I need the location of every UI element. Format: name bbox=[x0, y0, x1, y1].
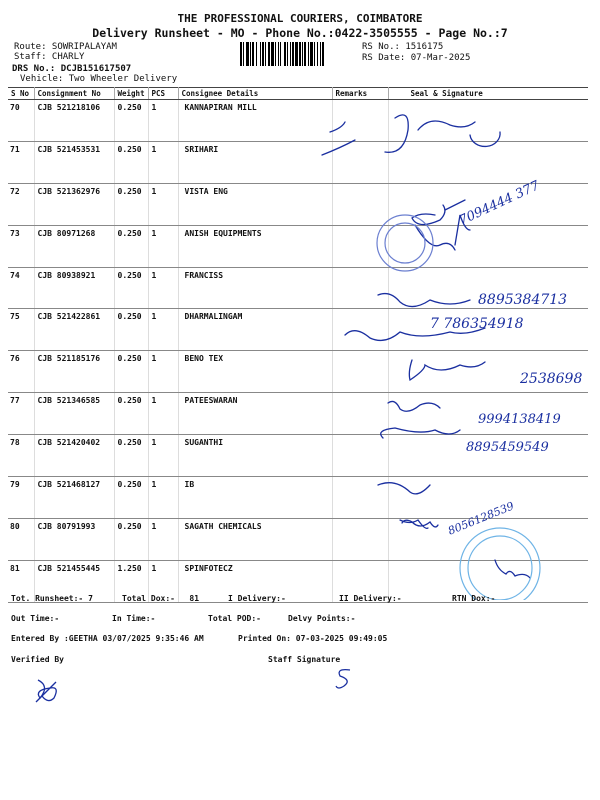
handwritten-number: 8895384713 bbox=[478, 292, 568, 308]
row-consignment-no: CJB 521468127 bbox=[34, 477, 114, 519]
vehicle-label: Vehicle: Two Wheeler Delivery bbox=[20, 74, 178, 84]
row-consignee: IB bbox=[178, 477, 332, 519]
barcode-bar bbox=[240, 42, 242, 66]
row-pcs: 1 bbox=[148, 477, 178, 519]
company-title: THE PROFESSIONAL COURIERS, COIMBATORE bbox=[177, 12, 423, 25]
in-time: In Time:- bbox=[112, 614, 156, 623]
seal-stamp bbox=[377, 215, 433, 271]
barcode-bar bbox=[246, 42, 249, 66]
drs-number: DRS No.: DCJB151617507 bbox=[12, 64, 132, 74]
barcode-bar bbox=[268, 42, 270, 66]
row-consignment-no: CJB 521218106 bbox=[34, 100, 114, 142]
barcode-bar bbox=[292, 42, 294, 66]
runsheet-subtitle: Delivery Runsheet - MO - Phone No.:0422-3505555 - Page No.:7 bbox=[92, 26, 508, 40]
row-pcs: 1 bbox=[148, 435, 178, 477]
col-pcs: PCS bbox=[148, 88, 178, 100]
row-sno: 70 bbox=[8, 100, 34, 142]
signature-row-78 bbox=[388, 401, 440, 411]
row-weight: 0.250 bbox=[114, 309, 148, 351]
entered-by: Entered By :GEETHA 03/07/2025 9:35:46 AM bbox=[11, 634, 204, 643]
barcode-bar bbox=[295, 42, 298, 66]
seal-stamp-blue bbox=[460, 528, 540, 600]
handwritten-number: 9994138419 bbox=[478, 412, 561, 427]
staff-label: Staff: CHARLY bbox=[14, 52, 85, 62]
barcode-bar bbox=[252, 42, 254, 66]
row-sno: 72 bbox=[8, 183, 34, 225]
signature-row-81b bbox=[495, 560, 530, 578]
row-weight: 0.250 bbox=[114, 141, 148, 183]
row-consignee: ANISH EQUIPMENTS bbox=[178, 225, 332, 267]
row-weight: 0.250 bbox=[114, 518, 148, 560]
signature-row-80 bbox=[378, 483, 430, 494]
rs-number: RS No.: 1516175 bbox=[362, 42, 444, 52]
signature-row-73 bbox=[415, 225, 455, 250]
handwritten-number: 8895459549 bbox=[466, 440, 549, 455]
row-consignee: BENO TEX bbox=[178, 351, 332, 393]
col-consignee: Consignee Details bbox=[178, 88, 332, 100]
row-sno: 78 bbox=[8, 435, 34, 477]
row-consignment-no: CJB 521422861 bbox=[34, 309, 114, 351]
barcode-bar bbox=[284, 42, 286, 66]
out-time: Out Time:- bbox=[11, 614, 60, 623]
printed-on: Printed On: 07-03-2025 09:49:05 bbox=[238, 634, 388, 643]
row-consignee: SAGATH CHEMICALS bbox=[178, 518, 332, 560]
barcode-bar bbox=[317, 42, 318, 66]
barcode-bar bbox=[271, 42, 274, 66]
row-pcs: 1 bbox=[148, 100, 178, 142]
signature-row-70 bbox=[385, 115, 408, 152]
row-sno: 81 bbox=[8, 560, 34, 602]
row-pcs: 1 bbox=[148, 309, 178, 351]
remark-stroke bbox=[330, 122, 345, 132]
row-consignee: SPINFOTECZ bbox=[178, 560, 332, 602]
row-sno: 75 bbox=[8, 309, 34, 351]
row-consignment-no: CJB 80971268 bbox=[34, 225, 114, 267]
row-weight: 1.250 bbox=[114, 560, 148, 602]
row-sno: 77 bbox=[8, 393, 34, 435]
barcode-bar bbox=[243, 42, 244, 66]
row-pcs: 1 bbox=[148, 560, 178, 602]
signature-row-72 bbox=[412, 205, 445, 225]
row-weight: 0.250 bbox=[114, 100, 148, 142]
barcode-image bbox=[240, 42, 353, 66]
barcode-bar bbox=[302, 42, 303, 66]
row-consignee: KANNAPIRAN MILL bbox=[178, 100, 332, 142]
row-pcs: 1 bbox=[148, 183, 178, 225]
signature-row-75 bbox=[378, 294, 470, 307]
barcode-bar bbox=[310, 42, 313, 66]
barcode-bar bbox=[265, 42, 266, 66]
row-sno: 79 bbox=[8, 477, 34, 519]
barcode-bar bbox=[320, 42, 321, 66]
row-consignee: PATEESWARAN bbox=[178, 393, 332, 435]
barcode-bar bbox=[322, 42, 324, 66]
row-consignment-no: CJB 521346585 bbox=[34, 393, 114, 435]
tot-runsheet: Tot. Runsheet:- 7 bbox=[11, 594, 93, 603]
handwritten-number: 8056128539 bbox=[446, 499, 516, 538]
handwritten-number: 7 786354918 bbox=[430, 316, 524, 332]
row-consignee: VISTA ENG bbox=[178, 183, 332, 225]
row-weight: 0.250 bbox=[114, 351, 148, 393]
row-consignment-no: CJB 521362976 bbox=[34, 183, 114, 225]
row-consignment-no: CJB 521185176 bbox=[34, 351, 114, 393]
barcode-bar bbox=[256, 42, 257, 66]
col-remarks: Remarks bbox=[332, 88, 388, 100]
row-consignment-no: CJB 521420402 bbox=[34, 435, 114, 477]
row-weight: 0.250 bbox=[114, 435, 148, 477]
signature-row-79 bbox=[381, 428, 460, 438]
row-sno: 80 bbox=[8, 518, 34, 560]
row-consignment-no: CJB 521455445 bbox=[34, 560, 114, 602]
row-pcs: 1 bbox=[148, 267, 178, 309]
barcode-bar bbox=[314, 42, 315, 66]
col-consignment: Consignment No bbox=[34, 88, 114, 100]
col-weight: Weight bbox=[114, 88, 148, 100]
row-weight: 0.250 bbox=[114, 393, 148, 435]
staff-signature bbox=[330, 664, 360, 694]
handwritten-number: 7094444 377 bbox=[456, 178, 542, 229]
col-seal-signature: Seal & Signature bbox=[388, 88, 588, 100]
row-pcs: 1 bbox=[148, 225, 178, 267]
verified-by: Verified By bbox=[11, 655, 64, 664]
barcode-bar bbox=[278, 42, 279, 66]
ii-delivery: II Delivery:- bbox=[339, 594, 402, 603]
route-label: Route: SOWRIPALAYAM bbox=[14, 42, 117, 52]
barcode-bar bbox=[304, 42, 306, 66]
verifier-signature bbox=[30, 676, 70, 706]
row-sno: 76 bbox=[8, 351, 34, 393]
barcode-bar bbox=[287, 42, 288, 66]
row-sno: 71 bbox=[8, 141, 34, 183]
row-consignment-no: CJB 80938921 bbox=[34, 267, 114, 309]
barcode-bar bbox=[308, 42, 309, 66]
row-consignee: SRIHARI bbox=[178, 141, 332, 183]
delvy-points: Delvy Points:- bbox=[288, 614, 356, 623]
i-delivery: I Delivery:- bbox=[228, 594, 286, 603]
remark-stroke bbox=[322, 140, 355, 155]
row-consignee: FRANCISS bbox=[178, 267, 332, 309]
row-sno: 74 bbox=[8, 267, 34, 309]
row-consignee: SUGANTHI bbox=[178, 435, 332, 477]
total-pod: Total POD:- bbox=[208, 614, 261, 623]
table-header-row bbox=[8, 88, 588, 100]
rtn-dox: RTN Dox:- bbox=[452, 594, 496, 603]
barcode-bar bbox=[275, 42, 276, 66]
barcode-bar bbox=[299, 42, 301, 66]
row-weight: 0.250 bbox=[114, 183, 148, 225]
row-pcs: 1 bbox=[148, 141, 178, 183]
rs-date: RS Date: 07-Mar-2025 bbox=[362, 53, 471, 63]
barcode-bar bbox=[280, 42, 281, 66]
row-pcs: 1 bbox=[148, 518, 178, 560]
row-sno: 73 bbox=[8, 225, 34, 267]
barcode-bar bbox=[290, 42, 291, 66]
row-consignment-no: CJB 521453531 bbox=[34, 141, 114, 183]
row-pcs: 1 bbox=[148, 393, 178, 435]
row-weight: 0.250 bbox=[114, 477, 148, 519]
barcode-bar bbox=[250, 42, 251, 66]
handwritten-number: 2538698 bbox=[520, 371, 583, 387]
row-pcs: 1 bbox=[148, 351, 178, 393]
row-consignee: DHARMALINGAM bbox=[178, 309, 332, 351]
row-weight: 0.250 bbox=[114, 225, 148, 267]
barcode-bar bbox=[260, 42, 261, 66]
row-weight: 0.250 bbox=[114, 267, 148, 309]
total-dox: Total Dox:- 81 bbox=[122, 594, 200, 603]
col-sno: S No bbox=[8, 88, 34, 100]
barcode-bar bbox=[262, 42, 264, 66]
staff-signature-label: Staff Signature bbox=[268, 655, 341, 664]
row-consignment-no: CJB 80791993 bbox=[34, 518, 114, 560]
signature-row-77 bbox=[409, 360, 485, 380]
